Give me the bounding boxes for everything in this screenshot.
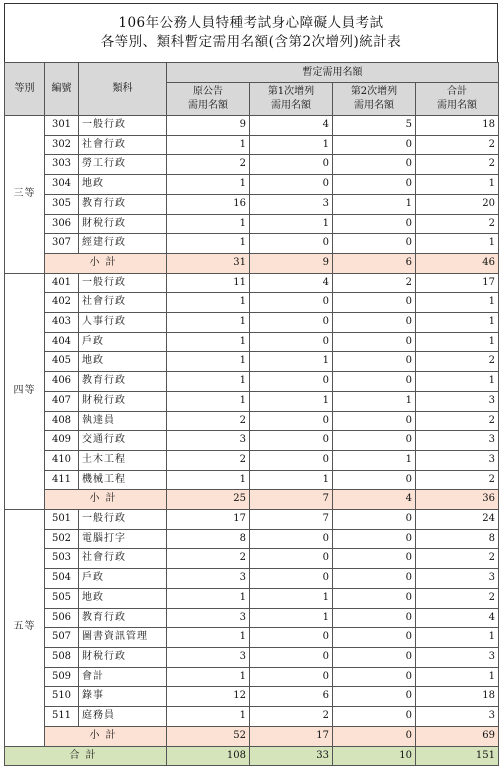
add2-quota-cell: 0	[333, 667, 416, 687]
original-quota-cell: 17	[167, 510, 250, 530]
add2-quota-cell: 0	[333, 175, 416, 195]
total-quota-cell: 3	[416, 569, 499, 589]
total-quota-cell: 2	[416, 549, 499, 569]
code-cell: 411	[45, 470, 79, 490]
total-quota-cell: 1	[416, 175, 499, 195]
subtotal-add1: 7	[250, 490, 333, 510]
grand-total-row	[5, 746, 499, 766]
subject-cell: 教育行政	[79, 194, 167, 214]
code-cell: 409	[45, 431, 79, 451]
add2-quota-cell: 1	[333, 391, 416, 411]
grand-total-original: 108	[167, 746, 250, 766]
code-cell: 509	[45, 667, 79, 687]
code-cell: 303	[45, 155, 79, 175]
add1-quota-cell: 0	[250, 667, 333, 687]
add2-quota-cell: 0	[333, 707, 416, 727]
code-cell: 302	[45, 135, 79, 155]
total-quota-cell: 20	[416, 194, 499, 214]
header-subject: 類科	[79, 63, 167, 116]
table-row	[5, 273, 499, 293]
original-quota-cell: 9	[167, 116, 250, 136]
add1-quota-cell: 0	[250, 450, 333, 470]
grand-total-add1: 33	[250, 746, 333, 766]
subject-cell: 社會行政	[79, 135, 167, 155]
table-row	[5, 352, 499, 372]
original-quota-cell: 1	[167, 628, 250, 648]
subject-cell: 人事行政	[79, 313, 167, 333]
subject-cell: 圖書資訊管理	[79, 628, 167, 648]
add1-quota-cell: 0	[250, 234, 333, 254]
total-quota-cell: 3	[416, 450, 499, 470]
header-grade: 等別	[5, 63, 45, 116]
total-quota-cell: 2	[416, 588, 499, 608]
subject-cell: 庭務員	[79, 707, 167, 727]
original-quota-cell: 3	[167, 431, 250, 451]
subject-cell: 地政	[79, 588, 167, 608]
add2-quota-cell: 0	[333, 135, 416, 155]
code-cell: 504	[45, 569, 79, 589]
subject-cell: 地政	[79, 352, 167, 372]
table-row	[5, 431, 499, 451]
table-row	[5, 569, 499, 589]
subject-cell: 社會行政	[79, 293, 167, 313]
subtotal-total: 36	[416, 490, 499, 510]
table-row	[5, 667, 499, 687]
total-quota-cell: 1	[416, 372, 499, 392]
code-cell: 507	[45, 628, 79, 648]
statistics-sheet	[4, 3, 498, 766]
table-row	[5, 707, 499, 727]
add2-quota-cell: 0	[333, 411, 416, 431]
add2-quota-cell: 0	[333, 313, 416, 333]
subtotal-label: 小計	[45, 253, 167, 273]
table-row	[5, 510, 499, 530]
subject-cell: 財稅行政	[79, 391, 167, 411]
original-quota-cell: 11	[167, 273, 250, 293]
total-quota-cell: 4	[416, 608, 499, 628]
total-quota-cell: 18	[416, 116, 499, 136]
add1-quota-cell: 1	[250, 391, 333, 411]
add2-quota-cell: 0	[333, 628, 416, 648]
total-quota-cell: 8	[416, 529, 499, 549]
subtotal-row	[5, 490, 499, 510]
original-quota-cell: 2	[167, 155, 250, 175]
original-quota-cell: 1	[167, 372, 250, 392]
subtotal-original: 25	[167, 490, 250, 510]
original-quota-cell: 1	[167, 175, 250, 195]
table-row	[5, 214, 499, 234]
add1-quota-cell: 0	[250, 313, 333, 333]
add1-quota-cell: 0	[250, 628, 333, 648]
add1-quota-cell: 6	[250, 687, 333, 707]
subject-cell: 社會行政	[79, 549, 167, 569]
code-cell: 403	[45, 313, 79, 333]
total-quota-cell: 3	[416, 647, 499, 667]
subject-cell: 戶政	[79, 332, 167, 352]
code-cell: 406	[45, 372, 79, 392]
add2-quota-cell: 0	[333, 293, 416, 313]
header-group: 暫定需用名額	[167, 63, 499, 83]
add1-quota-cell: 0	[250, 372, 333, 392]
original-quota-cell: 1	[167, 707, 250, 727]
subject-cell: 經建行政	[79, 234, 167, 254]
original-quota-cell: 16	[167, 194, 250, 214]
add1-quota-cell: 1	[250, 470, 333, 490]
original-quota-cell: 2	[167, 411, 250, 431]
code-cell: 508	[45, 647, 79, 667]
add2-quota-cell: 1	[333, 194, 416, 214]
total-quota-cell: 1	[416, 293, 499, 313]
total-quota-cell: 3	[416, 431, 499, 451]
subject-cell: 財稅行政	[79, 647, 167, 667]
subject-cell: 一般行政	[79, 510, 167, 530]
table-row	[5, 135, 499, 155]
original-quota-cell: 1	[167, 293, 250, 313]
header-code: 編號	[45, 63, 79, 116]
add2-quota-cell: 5	[333, 116, 416, 136]
code-cell: 301	[45, 116, 79, 136]
header-add1: 第1次增列 需用名額	[250, 83, 333, 116]
code-cell: 506	[45, 608, 79, 628]
subtotal-label: 小計	[45, 726, 167, 746]
add2-quota-cell: 0	[333, 588, 416, 608]
total-quota-cell: 1	[416, 313, 499, 333]
add1-quota-cell: 0	[250, 569, 333, 589]
add2-quota-cell: 0	[333, 234, 416, 254]
add1-quota-cell: 0	[250, 549, 333, 569]
total-quota-cell: 1	[416, 628, 499, 648]
table-row	[5, 647, 499, 667]
table-row	[5, 687, 499, 707]
add2-quota-cell: 0	[333, 569, 416, 589]
subject-cell: 一般行政	[79, 273, 167, 293]
subject-cell: 土木工程	[79, 450, 167, 470]
subject-cell: 教育行政	[79, 372, 167, 392]
code-cell: 305	[45, 194, 79, 214]
table-row	[5, 116, 499, 136]
add1-quota-cell: 3	[250, 194, 333, 214]
total-quota-cell: 2	[416, 135, 499, 155]
subtotal-total: 46	[416, 253, 499, 273]
code-cell: 501	[45, 510, 79, 530]
code-cell: 405	[45, 352, 79, 372]
original-quota-cell: 3	[167, 647, 250, 667]
original-quota-cell: 2	[167, 450, 250, 470]
code-cell: 401	[45, 273, 79, 293]
subject-cell: 教育行政	[79, 608, 167, 628]
total-quota-cell: 2	[416, 411, 499, 431]
add1-quota-cell: 0	[250, 431, 333, 451]
subject-cell: 財稅行政	[79, 214, 167, 234]
table-row	[5, 549, 499, 569]
subject-cell: 電腦打字	[79, 529, 167, 549]
subtotal-total: 69	[416, 726, 499, 746]
table-row	[5, 332, 499, 352]
add1-quota-cell: 4	[250, 273, 333, 293]
total-quota-cell: 3	[416, 391, 499, 411]
subject-cell: 一般行政	[79, 116, 167, 136]
original-quota-cell: 2	[167, 549, 250, 569]
grand-total-add2: 10	[333, 746, 416, 766]
table-row	[5, 470, 499, 490]
add1-quota-cell: 1	[250, 135, 333, 155]
grade-cell: 三等	[5, 116, 45, 274]
add2-quota-cell: 0	[333, 549, 416, 569]
total-quota-cell: 24	[416, 510, 499, 530]
table-row	[5, 175, 499, 195]
header-add2: 第2次增列 需用名額	[333, 83, 416, 116]
table-row	[5, 411, 499, 431]
add1-quota-cell: 0	[250, 155, 333, 175]
add2-quota-cell: 2	[333, 273, 416, 293]
code-cell: 404	[45, 332, 79, 352]
total-quota-cell: 1	[416, 332, 499, 352]
code-cell: 510	[45, 687, 79, 707]
header-total: 合計 需用名額	[416, 83, 499, 116]
add1-quota-cell: 1	[250, 588, 333, 608]
original-quota-cell: 1	[167, 391, 250, 411]
original-quota-cell: 8	[167, 529, 250, 549]
add1-quota-cell: 1	[250, 608, 333, 628]
add1-quota-cell: 0	[250, 411, 333, 431]
total-quota-cell: 17	[416, 273, 499, 293]
subject-cell: 機械工程	[79, 470, 167, 490]
original-quota-cell: 1	[167, 352, 250, 372]
add1-quota-cell: 0	[250, 293, 333, 313]
code-cell: 304	[45, 175, 79, 195]
table-row	[5, 608, 499, 628]
add1-quota-cell: 4	[250, 116, 333, 136]
grade-cell: 四等	[5, 273, 45, 509]
subtotal-original: 52	[167, 726, 250, 746]
subtotal-add1: 9	[250, 253, 333, 273]
add2-quota-cell: 0	[333, 155, 416, 175]
subtotal-add2: 6	[333, 253, 416, 273]
original-quota-cell: 1	[167, 332, 250, 352]
original-quota-cell: 1	[167, 588, 250, 608]
subject-cell: 錄事	[79, 687, 167, 707]
original-quota-cell: 1	[167, 135, 250, 155]
grade-cell: 五等	[5, 510, 45, 746]
title-line-1: 106年公務人員特種考試身心障礙人員考試	[118, 15, 384, 31]
title-line-2: 各等別、類科暫定需用名額(含第2次增列)統計表	[100, 34, 402, 50]
subtotal-add1: 17	[250, 726, 333, 746]
code-cell: 502	[45, 529, 79, 549]
total-quota-cell: 2	[416, 214, 499, 234]
subtotal-label: 小計	[45, 490, 167, 510]
add1-quota-cell: 7	[250, 510, 333, 530]
subtotal-add2: 4	[333, 490, 416, 510]
add2-quota-cell: 0	[333, 510, 416, 530]
header-original: 原公告 需用名額	[167, 83, 250, 116]
title-box	[4, 3, 498, 62]
grand-total-total: 151	[416, 746, 499, 766]
code-cell: 505	[45, 588, 79, 608]
total-quota-cell: 3	[416, 707, 499, 727]
add2-quota-cell: 0	[333, 647, 416, 667]
subject-cell: 戶政	[79, 569, 167, 589]
add1-quota-cell: 1	[250, 352, 333, 372]
add2-quota-cell: 0	[333, 470, 416, 490]
original-quota-cell: 12	[167, 687, 250, 707]
subject-cell: 地政	[79, 175, 167, 195]
add2-quota-cell: 1	[333, 450, 416, 470]
code-cell: 307	[45, 234, 79, 254]
table-row	[5, 313, 499, 333]
code-cell: 306	[45, 214, 79, 234]
original-quota-cell: 1	[167, 470, 250, 490]
add2-quota-cell: 0	[333, 372, 416, 392]
add2-quota-cell: 0	[333, 608, 416, 628]
original-quota-cell: 1	[167, 667, 250, 687]
subject-cell: 交通行政	[79, 431, 167, 451]
add1-quota-cell: 2	[250, 707, 333, 727]
subject-cell: 執達員	[79, 411, 167, 431]
total-quota-cell: 18	[416, 687, 499, 707]
code-cell: 402	[45, 293, 79, 313]
total-quota-cell: 2	[416, 155, 499, 175]
code-cell: 410	[45, 450, 79, 470]
code-cell: 511	[45, 707, 79, 727]
quota-table	[4, 62, 499, 766]
subject-cell: 會計	[79, 667, 167, 687]
add1-quota-cell: 0	[250, 529, 333, 549]
table-row	[5, 391, 499, 411]
add2-quota-cell: 0	[333, 431, 416, 451]
original-quota-cell: 1	[167, 214, 250, 234]
add2-quota-cell: 0	[333, 332, 416, 352]
code-cell: 503	[45, 549, 79, 569]
subtotal-original: 31	[167, 253, 250, 273]
table-row	[5, 529, 499, 549]
add1-quota-cell: 1	[250, 214, 333, 234]
table-row	[5, 588, 499, 608]
add2-quota-cell: 0	[333, 214, 416, 234]
add2-quota-cell: 0	[333, 529, 416, 549]
total-quota-cell: 1	[416, 667, 499, 687]
add1-quota-cell: 0	[250, 332, 333, 352]
original-quota-cell: 1	[167, 313, 250, 333]
table-row	[5, 234, 499, 254]
table-row	[5, 628, 499, 648]
original-quota-cell: 1	[167, 234, 250, 254]
total-quota-cell: 2	[416, 470, 499, 490]
total-quota-cell: 2	[416, 352, 499, 372]
add1-quota-cell: 0	[250, 175, 333, 195]
subtotal-row	[5, 726, 499, 746]
code-cell: 407	[45, 391, 79, 411]
code-cell: 408	[45, 411, 79, 431]
table-row	[5, 155, 499, 175]
original-quota-cell: 3	[167, 569, 250, 589]
add2-quota-cell: 0	[333, 352, 416, 372]
subtotal-add2: 0	[333, 726, 416, 746]
add2-quota-cell: 0	[333, 687, 416, 707]
grand-total-label: 合計	[5, 746, 167, 766]
subtotal-row	[5, 253, 499, 273]
table-row	[5, 372, 499, 392]
add1-quota-cell: 0	[250, 647, 333, 667]
table-row	[5, 194, 499, 214]
table-row	[5, 293, 499, 313]
subject-cell: 勞工行政	[79, 155, 167, 175]
total-quota-cell: 1	[416, 234, 499, 254]
original-quota-cell: 3	[167, 608, 250, 628]
table-row	[5, 450, 499, 470]
